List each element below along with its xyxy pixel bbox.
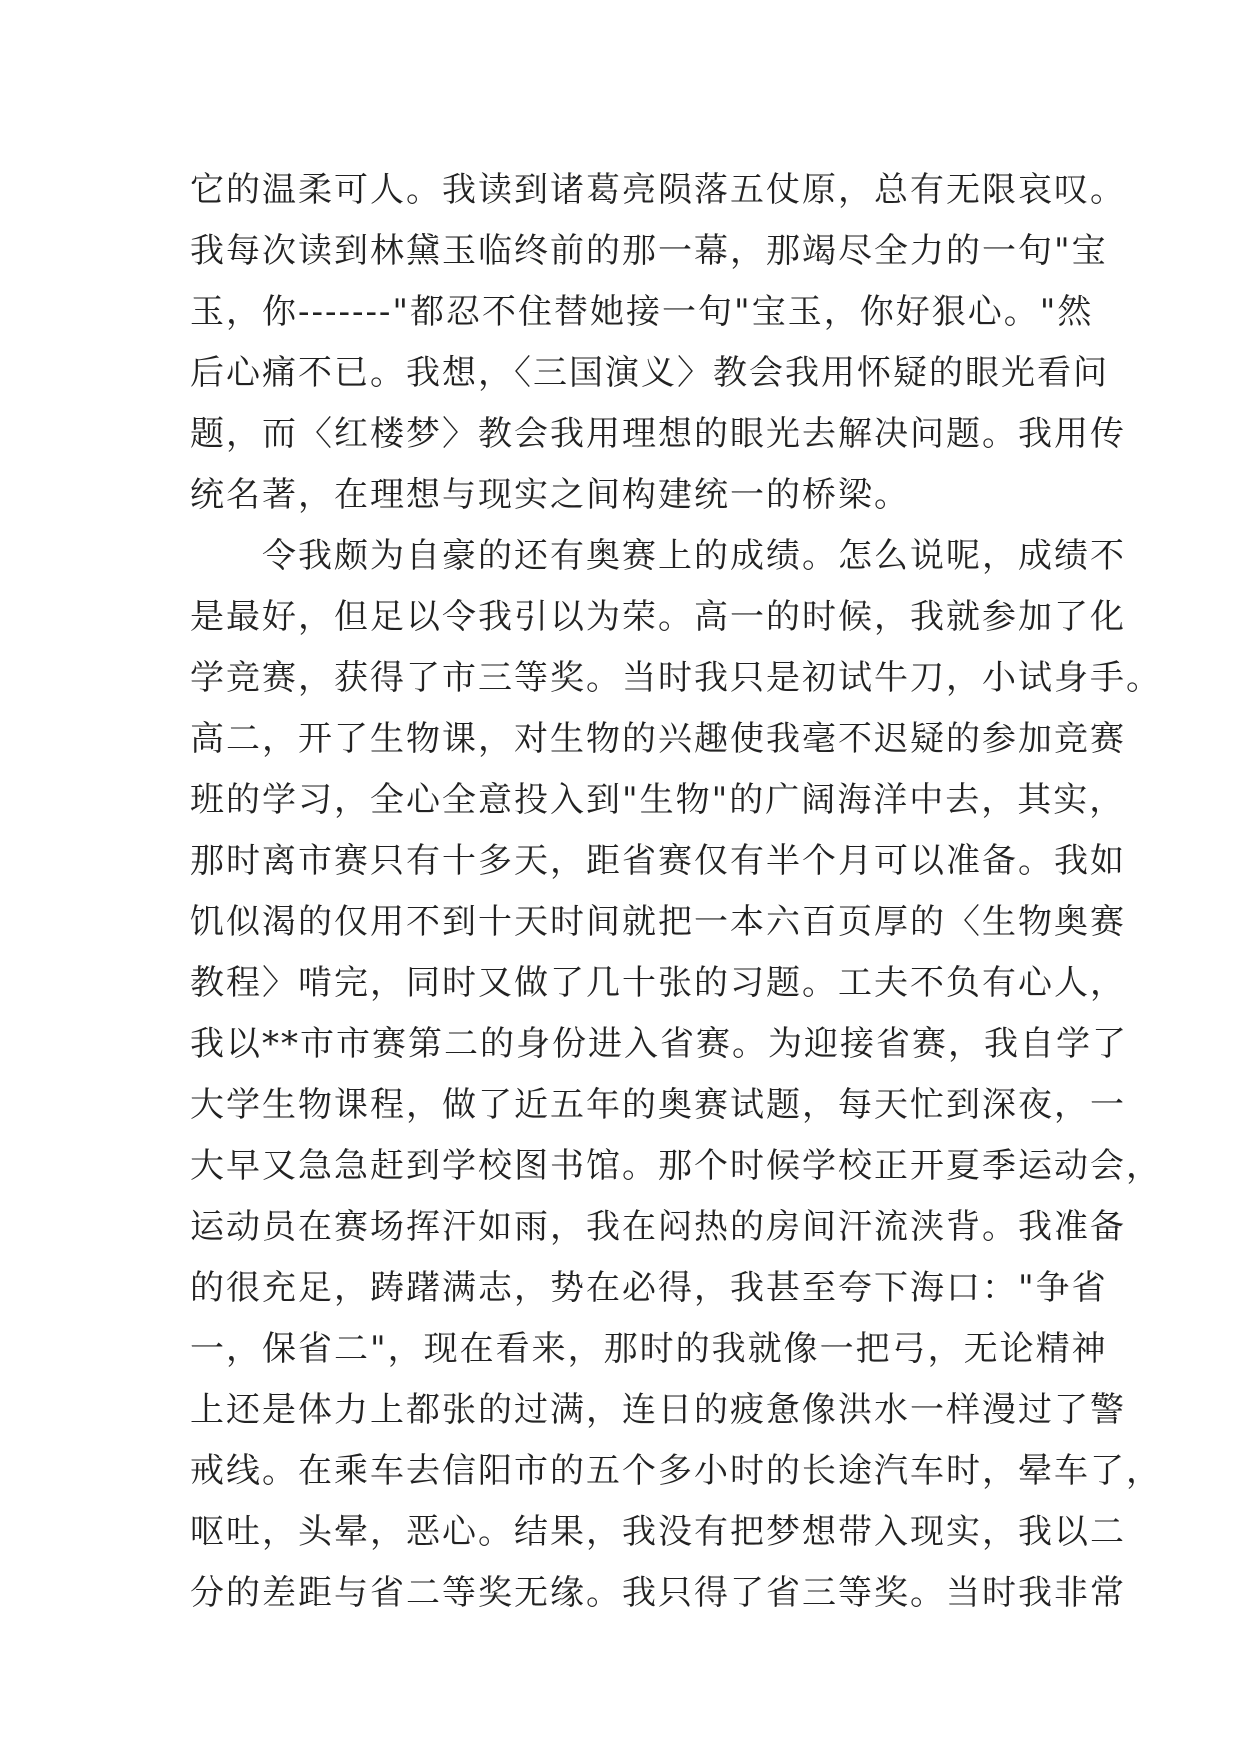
- body-text: [190, 160, 1162, 1624]
- text-line: 的很充足，踌躇满志，势在必得，我甚至夸下海口："争省: [190, 1268, 1108, 1308]
- text-line: 它的温柔可人。我读到诸葛亮陨落五仗原，总有无限哀叹。: [190, 170, 1126, 210]
- text-line: 是最好，但足以令我引以为荣。高一的时候，我就参加了化: [190, 597, 1126, 637]
- text-line: 后心痛不已。我想，〈三国演义〉教会我用怀疑的眼光看问: [190, 353, 1109, 393]
- text-line: 一，保省二"，现在看来，那时的我就像一把弓，无论精神: [190, 1329, 1108, 1369]
- text-line: 教程〉啃完，同时又做了几十张的习题。工夫不负有心人，: [190, 963, 1126, 1003]
- text-line: 饥似渴的仅用不到十天时间就把一本六百页厚的〈生物奥赛: [190, 902, 1126, 942]
- text-line: 分的差距与省二等奖无缘。我只得了省三等奖。当时我非常: [190, 1573, 1126, 1613]
- text-line: 高二，开了生物课，对生物的兴趣使我毫不迟疑的参加竞赛: [190, 719, 1126, 759]
- text-line: 我每次读到林黛玉临终前的那一幕，那竭尽全力的一句"宝: [190, 231, 1108, 271]
- text-line: 学竞赛，获得了市三等奖。当时我只是初试牛刀，小试身手。: [190, 658, 1162, 698]
- text-line: 大早又急急赶到学校图书馆。那个时候学校正开夏季运动会，: [190, 1146, 1162, 1186]
- text-line: 呕吐，头晕，恶心。结果，我没有把梦想带入现实，我以二: [190, 1512, 1126, 1552]
- text-line: 运动员在赛场挥汗如雨，我在闷热的房间汗流浃背。我准备: [190, 1207, 1126, 1247]
- text-line: 统名著，在理想与现实之间构建统一的桥梁。: [190, 475, 910, 515]
- text-line: 玉，你-------"都忍不住替她接一句"宝玉，你好狠心。"然: [190, 292, 1094, 332]
- text-line: 戒线。在乘车去信阳市的五个多小时的长途汽车时，晕车了，: [190, 1451, 1162, 1491]
- text-line: 大学生物课程，做了近五年的奥赛试题，每天忙到深夜，一: [190, 1085, 1126, 1125]
- text-line: 令我颇为自豪的还有奥赛上的成绩。怎么说呢，成绩不: [190, 536, 1126, 576]
- text-line: 题，而〈红楼梦〉教会我用理想的眼光去解决问题。我用传: [190, 414, 1126, 454]
- text-line: 上还是体力上都张的过满，连日的疲惫像洪水一样漫过了警: [190, 1390, 1126, 1430]
- text-line: 我以**市市赛第二的身份进入省赛。为迎接省赛，我自学了: [190, 1024, 1128, 1064]
- text-line: 班的学习，全心全意投入到"生物"的广阔海洋中去，其实，: [190, 780, 1126, 820]
- text-line: 那时离市赛只有十多天，距省赛仅有半个月可以准备。我如: [190, 841, 1126, 881]
